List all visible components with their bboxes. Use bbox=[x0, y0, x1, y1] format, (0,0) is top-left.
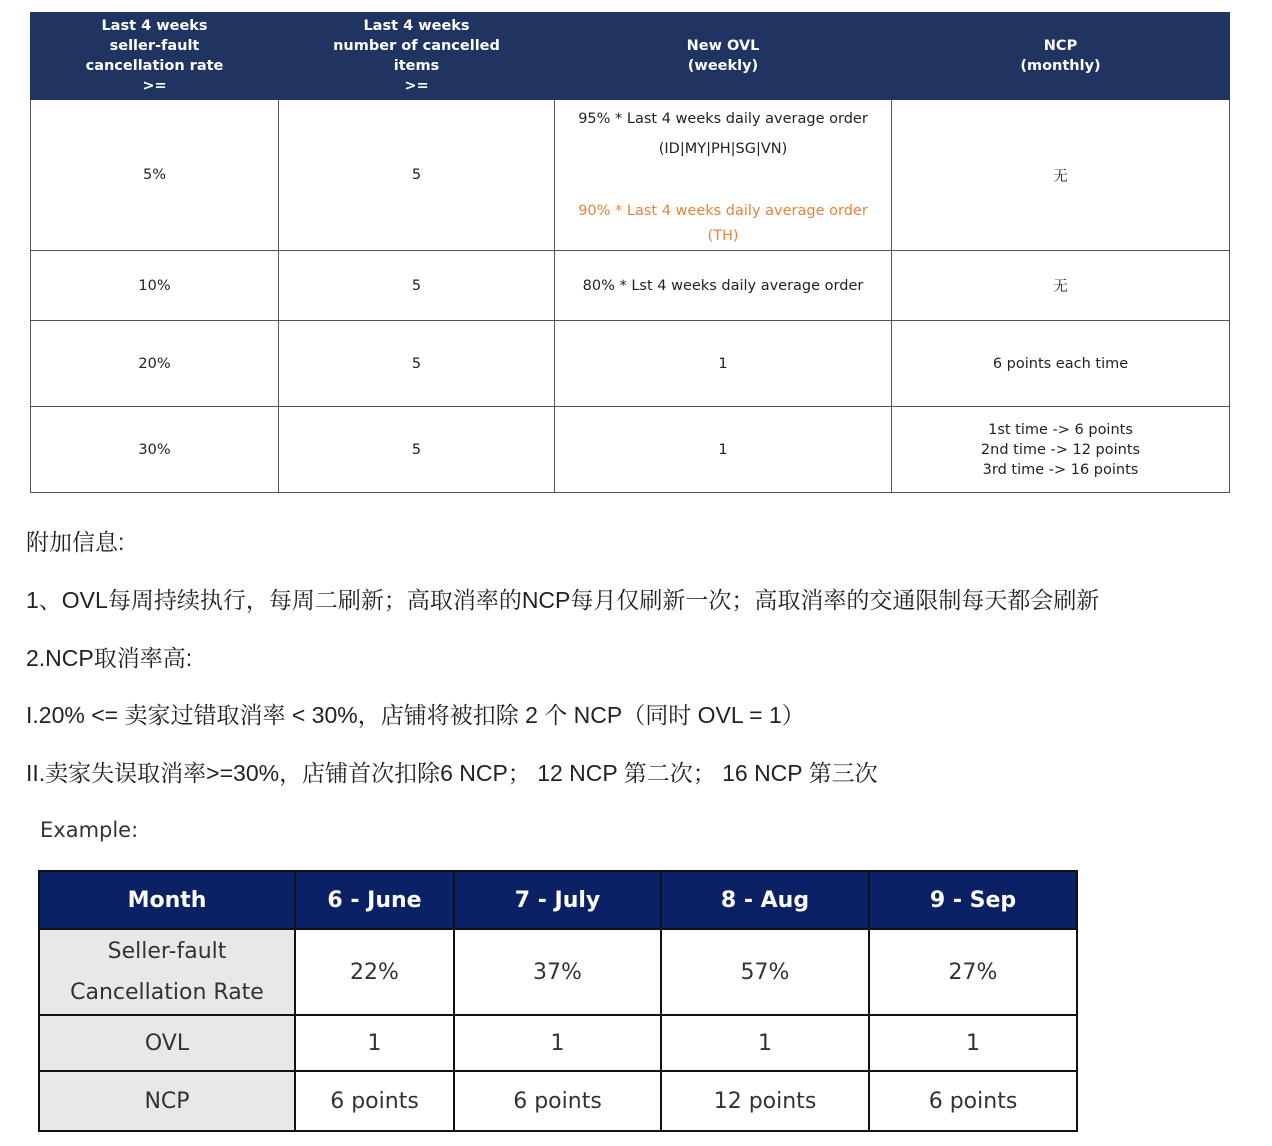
notes-title: 附加信息: bbox=[26, 529, 125, 555]
value-cell: 6 points bbox=[869, 1071, 1077, 1131]
row-label-cancellation-rate: Seller-fault Cancellation Rate bbox=[39, 929, 295, 1015]
rate-cell: 30% bbox=[31, 407, 279, 493]
value-cell: 12 points bbox=[661, 1071, 869, 1131]
value-cell: 6 points bbox=[295, 1071, 454, 1131]
items-cell: 5 bbox=[279, 321, 555, 407]
note-line-4: II.卖家失误取消率>=30%，店铺首次扣除6 NCP； 12 NCP 第二次； 16 NCP 第三次 bbox=[26, 760, 878, 786]
table-row bbox=[31, 251, 1230, 321]
value-cell: 1 bbox=[661, 1015, 869, 1071]
items-cell: 5 bbox=[279, 407, 555, 493]
header-sep: 9 - Sep bbox=[869, 871, 1077, 929]
example-header-row bbox=[39, 871, 1077, 929]
example-label: Example: bbox=[40, 818, 139, 842]
value-cell: 27% bbox=[869, 929, 1077, 1015]
table-row bbox=[39, 1071, 1077, 1131]
header-cancellation-rate: Last 4 weeks seller-fault cancellation rate >= bbox=[31, 13, 279, 100]
value-cell: 1 bbox=[869, 1015, 1077, 1071]
ncp-cell: 无 bbox=[892, 100, 1230, 251]
header-aug: 8 - Aug bbox=[661, 871, 869, 929]
header-month: Month bbox=[39, 871, 295, 929]
value-cell: 6 points bbox=[454, 1071, 661, 1131]
value-cell: 22% bbox=[295, 929, 454, 1015]
value-cell: 57% bbox=[661, 929, 869, 1015]
table-row bbox=[31, 100, 1230, 251]
table-row bbox=[31, 321, 1230, 407]
ovl-cell: 1 bbox=[555, 321, 892, 407]
th-country: (TH) bbox=[707, 228, 739, 244]
row-label-ovl: OVL bbox=[39, 1015, 295, 1071]
row-label-ncp: NCP bbox=[39, 1071, 295, 1131]
ncp-cell: 无 bbox=[892, 251, 1230, 321]
ovl-cell: 80% * Lst 4 weeks daily average order bbox=[555, 251, 892, 321]
table-row bbox=[31, 407, 1230, 493]
table-row bbox=[39, 1015, 1077, 1071]
header-june: 6 - June bbox=[295, 871, 454, 929]
rate-cell: 5% bbox=[31, 100, 279, 251]
note-line-2: 2.NCP取消率高: bbox=[26, 645, 193, 671]
ncp-cell: 1st time -> 6 points 2nd time -> 12 points 3rd time -> 16 points bbox=[892, 407, 1230, 493]
note-line-1: 1、OVL每周持续执行，每周二刷新；高取消率的NCP每月仅刷新一次；高取消率的交通限制每天都会刷新 bbox=[26, 587, 1100, 613]
rate-cell: 10% bbox=[31, 251, 279, 321]
ovl-cell: 95% * Last 4 weeks daily average order (ID|MY|PH|SG|VN) 90% * Last 4 weeks daily average order (TH) bbox=[555, 100, 892, 251]
header-new-ovl: New OVL (weekly) bbox=[555, 13, 892, 100]
items-cell: 5 bbox=[279, 100, 555, 251]
rate-cell: 20% bbox=[31, 321, 279, 407]
ovl-cell: 1 bbox=[555, 407, 892, 493]
ncp-cell: 6 points each time bbox=[892, 321, 1230, 407]
value-cell: 1 bbox=[454, 1015, 661, 1071]
header-ncp: NCP (monthly) bbox=[892, 13, 1230, 100]
header-july: 7 - July bbox=[454, 871, 661, 929]
policy-header-row bbox=[31, 13, 1230, 100]
value-cell: 37% bbox=[454, 929, 661, 1015]
th-ovl-rule: 90% * Last 4 weeks daily average order bbox=[578, 203, 868, 219]
policy-table bbox=[30, 12, 1230, 493]
note-line-3: I.20% <= 卖家过错取消率 < 30%，店铺将被扣除 2 个 NCP（同时 OVL = 1） bbox=[26, 702, 805, 728]
header-cancelled-items: Last 4 weeks number of cancelled items >= bbox=[279, 13, 555, 100]
example-table bbox=[38, 870, 1078, 1132]
value-cell: 1 bbox=[295, 1015, 454, 1071]
table-row bbox=[39, 929, 1077, 1015]
items-cell: 5 bbox=[279, 251, 555, 321]
